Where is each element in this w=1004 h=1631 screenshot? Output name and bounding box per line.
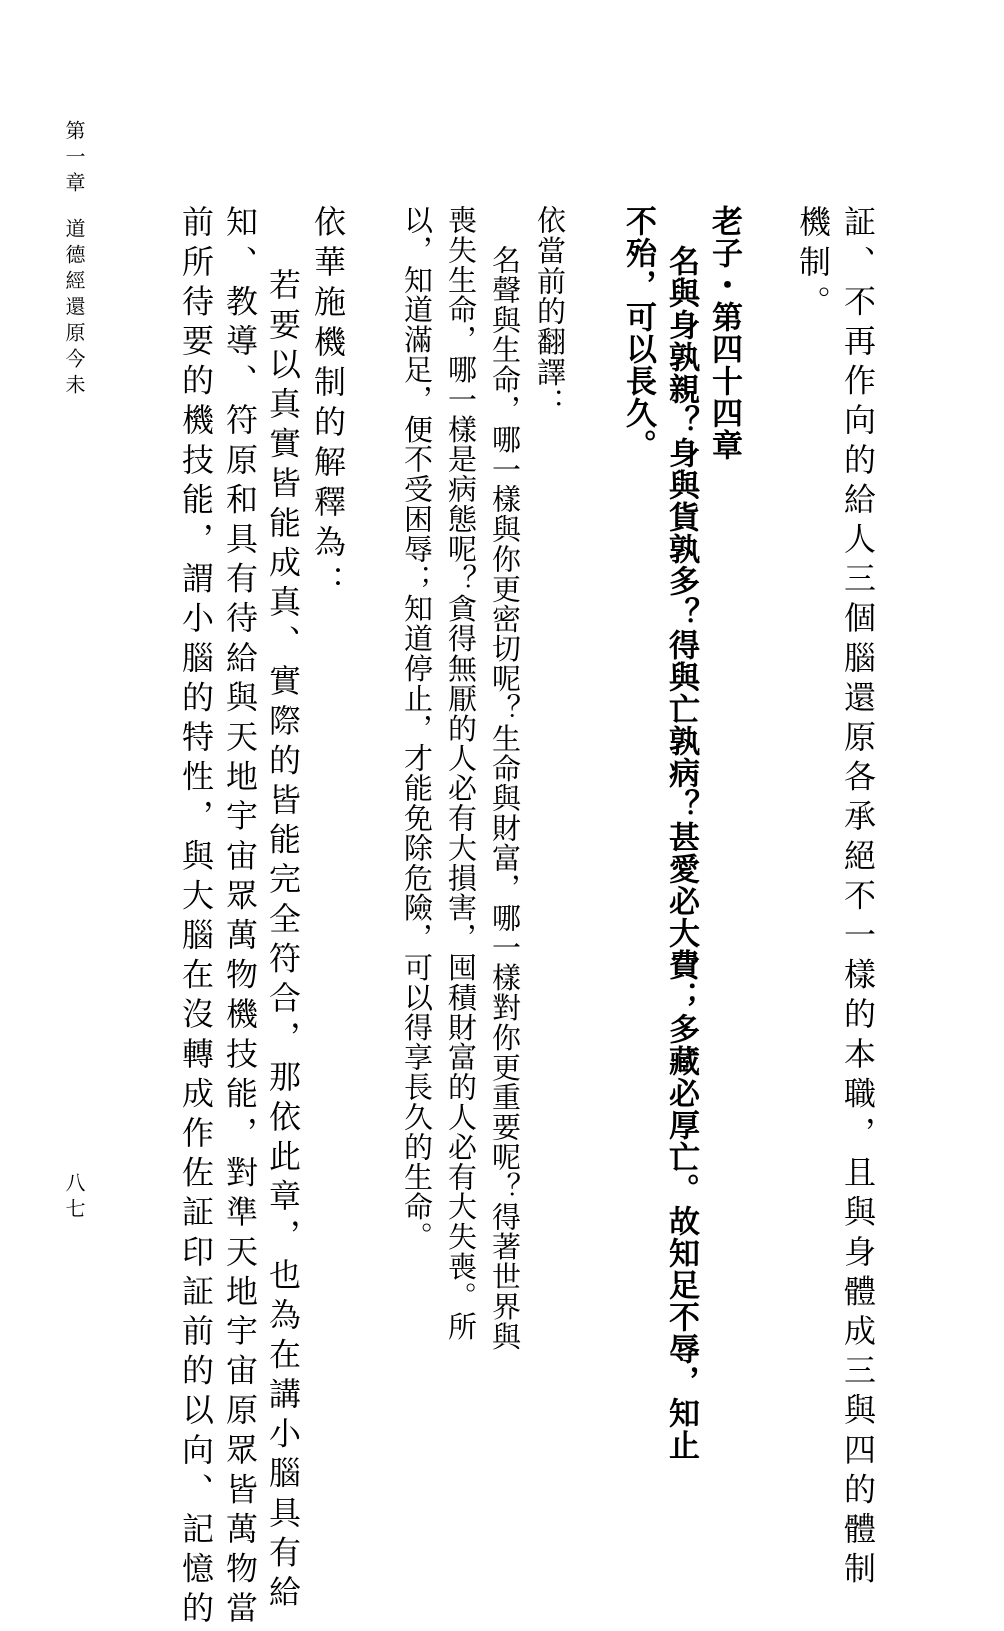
chapter-label: 第一章: [62, 120, 86, 198]
section-heading-translation: 依當前的翻譯：: [533, 205, 567, 418]
page-number: 八七: [62, 1172, 86, 1224]
text-column-2: 機制。: [794, 205, 832, 325]
text-column-1: 証、不再作向的給人三個腦還原各承絕不一樣的本職，且與身體成三與四的體制: [839, 205, 877, 1591]
translation-column-3: 以，知道滿足，便不受困辱；知道停止，才能免除危險，可以得享長久的生命。: [400, 205, 434, 1252]
translation-column-2: 喪失生命，哪一樣是病態呢？貪得無厭的人必有大損害，囤積財富的人必有大失喪。所: [444, 205, 478, 1342]
interpretation-column-2: 知、教導、符原和具有待給與天地宇宙眾萬物機技能，對準天地宇宙原眾皆萬物當: [221, 205, 259, 1631]
chapter-heading: 老子・第四十四章: [706, 205, 742, 461]
book-title: 道德經還原今未: [62, 218, 86, 400]
translation-column-1: 名聲與生命，哪一樣與你更密切呢？生命與財富，哪一樣對你更重要呢？得著世界與: [488, 245, 522, 1352]
interpretation-column-1: 若要以真實皆能成真、實際的皆能完全符合，那依此章，也為在講小腦具有給: [264, 268, 302, 1615]
quote-column-2: 不殆，可以長久。: [620, 205, 656, 461]
section-heading-interpretation: 依華施機制的解釋為：: [309, 205, 347, 605]
interpretation-column-3: 前所待要的機技能，謂小腦的特性，與大腦在沒轉成作佐証印証前的以向、記憶的: [177, 205, 215, 1631]
quote-column-1: 名與身孰親？身與貨孰多？得與亡孰病？甚愛必大費；多藏必厚亡。故知足不辱，知止: [663, 245, 699, 1461]
